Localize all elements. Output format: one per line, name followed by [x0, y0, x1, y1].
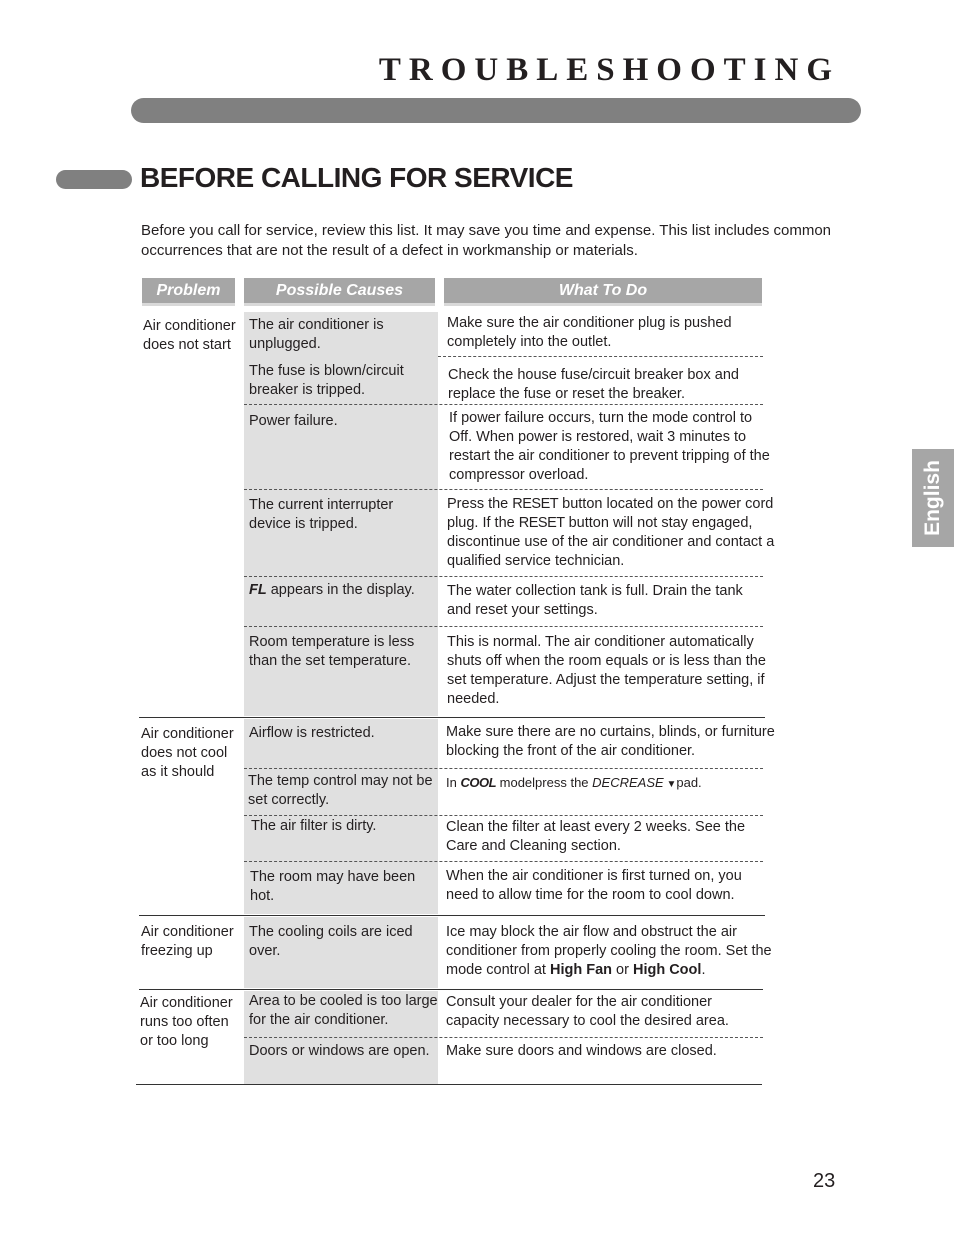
row-divider — [244, 489, 763, 490]
todo-cell: When the air conditioner is first turned on, you need to allow time for the room to cool down. — [446, 868, 742, 903]
problem-cell: Air conditioner does not start — [143, 318, 236, 353]
table-bottom-rule — [136, 1084, 762, 1085]
todo-cell — [446, 775, 766, 793]
decrease-label: DECREASE — [592, 775, 664, 790]
down-arrow-icon: ▼ — [663, 779, 677, 790]
row-divider — [244, 1037, 763, 1038]
cause-cell: The room may have been hot. — [250, 869, 416, 904]
todo-text: Ice may block the air flow and obstruct the air conditioner from properly cooling the room. Set the mode control at — [446, 924, 772, 978]
high-cool-label: High Cool — [632, 962, 702, 978]
cause-cell: The fuse is blown/circuit breaker is tripped. — [249, 363, 404, 398]
todo-text: In — [446, 775, 461, 790]
todo-cell: This is normal. The air conditioner automatically shuts off when the room equals or is less than the set temperature. Adjust the temperature setting, if needed. — [447, 634, 766, 707]
todo-cell — [446, 923, 779, 980]
language-tab-label: English — [921, 460, 944, 536]
cause-cell: Airflow is restricted. — [249, 725, 375, 741]
column-header-possible-causes: Possible Causes — [244, 278, 435, 306]
todo-cell: The water collection tank is full. Drain the tank and reset your settings. — [447, 583, 743, 618]
row-divider — [244, 768, 763, 769]
section-marker — [56, 170, 132, 189]
intro-paragraph: Before you call for service, review this list. It may save you time and expense. This list includes common occurrences that are not the result of a defect in workmanship or materials. — [141, 222, 832, 259]
row-divider — [244, 861, 763, 862]
group-divider — [139, 989, 763, 990]
cause-cell — [249, 581, 439, 600]
problem-cell: Air conditioner freezing up — [141, 924, 234, 959]
row-divider — [244, 626, 763, 627]
todo-cell: Clean the filter at least every 2 weeks. See the Care and Cleaning section. — [446, 819, 746, 854]
todo-cell: Make sure doors and windows are closed. — [446, 1043, 717, 1059]
cause-cell: The air conditioner is unplugged. — [249, 317, 384, 352]
todo-cell — [447, 495, 777, 571]
page-title: TROUBLESHOOTING — [378, 52, 840, 88]
row-divider — [438, 356, 763, 357]
todo-text: or — [612, 962, 633, 978]
reset-button-label: RESET — [512, 496, 559, 512]
column-header-problem: Problem — [142, 278, 235, 306]
cause-cell: The air filter is dirty. — [251, 818, 377, 834]
cause-cell: Power failure. — [249, 413, 338, 429]
page-number: 23 — [813, 1170, 836, 1192]
row-divider — [244, 576, 763, 577]
cause-cell: The temp control may not be set correctly. — [248, 773, 433, 808]
cause-cell: The current interrupter device is tripped. — [249, 497, 394, 532]
todo-cell: Consult your dealer for the air conditioner capacity necessary to cool the desired area. — [446, 994, 729, 1029]
section-heading: BEFORE CALLING FOR SERVICE — [140, 162, 573, 193]
todo-text: button located on the power cord plug. If the — [447, 496, 774, 531]
reset-button-label: RESET — [518, 515, 565, 531]
fl-display-code: FL — [249, 582, 267, 598]
todo-text: . — [701, 962, 706, 978]
cool-mode-label: COOL — [460, 775, 497, 790]
row-divider — [244, 815, 763, 816]
todo-cell: Make sure there are no curtains, blinds, or furniture blocking the front of the air conditioner. — [446, 724, 775, 759]
todo-text: pad. — [676, 775, 702, 790]
group-divider — [139, 915, 765, 916]
todo-cell: If power failure occurs, turn the mode control to Off. When power is restored, wait 3 minutes to restart the air conditioner to prevent tripping of the compressor overload. — [449, 410, 770, 483]
todo-cell: Make sure the air conditioner plug is pushed completely into the outlet. — [447, 315, 732, 350]
title-bar — [131, 98, 861, 123]
group-divider — [139, 717, 765, 718]
todo-cell: Check the house fuse/circuit breaker box and replace the fuse or reset the breaker. — [448, 367, 739, 402]
todo-text: modelpress the — [496, 775, 593, 790]
cause-cell: Doors or windows are open. — [249, 1043, 430, 1059]
column-header-what-to-do: What To Do — [444, 278, 762, 306]
cause-text: appears in the display. — [266, 582, 415, 598]
todo-text: button will not stay engaged, discontinue use of the air conditioner and contact a qualified service technician. — [447, 515, 775, 569]
cause-cell: Room temperature is less than the set temperature. — [249, 634, 415, 669]
cause-cell: The cooling coils are iced over. — [249, 924, 413, 959]
high-fan-label: High Fan — [549, 962, 613, 978]
problem-cell: Air conditioner does not cool as it should — [141, 726, 234, 780]
todo-text: Press the — [447, 496, 513, 512]
language-tab-label-wrap — [912, 449, 954, 547]
row-divider — [244, 404, 763, 405]
problem-cell: Air conditioner runs too often or too long — [140, 995, 233, 1049]
cause-cell: Area to be cooled is too large for the air conditioner. — [249, 993, 438, 1028]
